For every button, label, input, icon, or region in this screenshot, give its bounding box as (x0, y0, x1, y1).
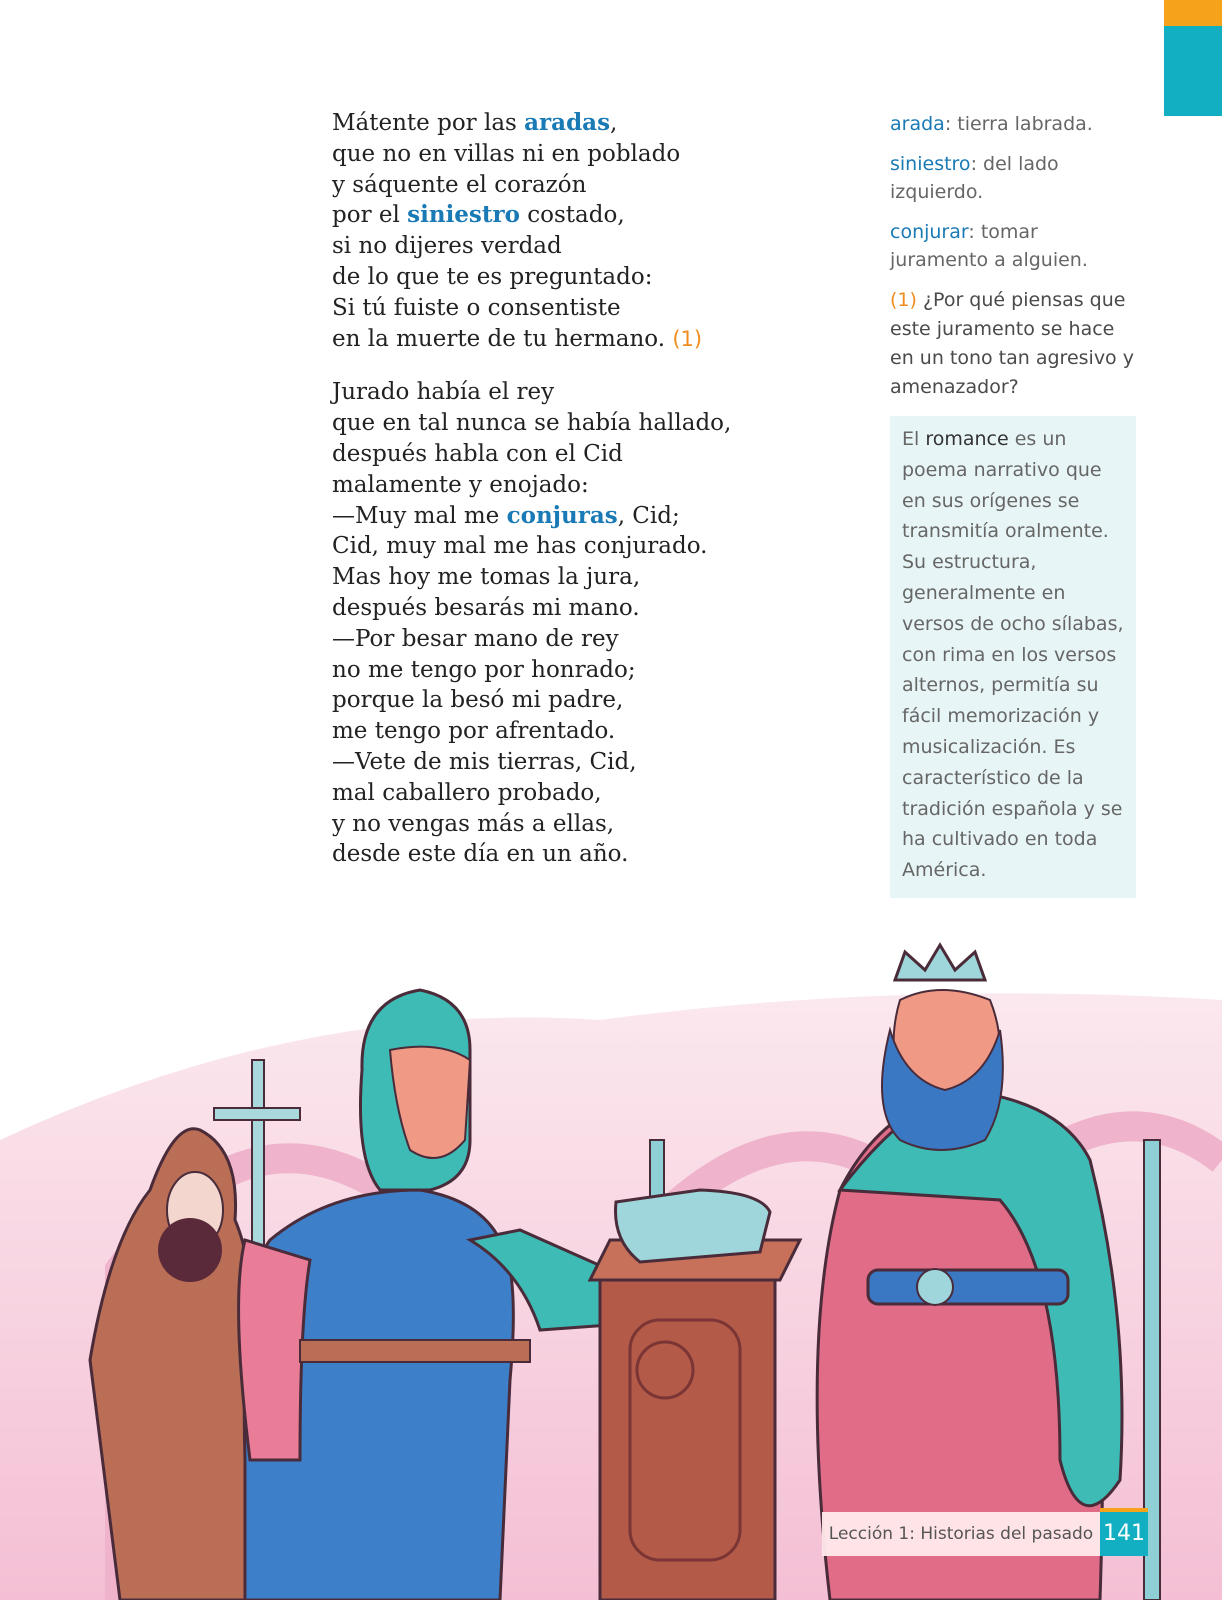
poem-line: en la muerte de tu hermano. (1) (332, 325, 703, 352)
poem-line: porque la besó mi padre, (332, 687, 624, 714)
poem-line: desde este día en un año. (332, 841, 629, 868)
glossary-entry-conjurar (890, 218, 1136, 274)
lesson-label: Lección 1: Historias del pasado (822, 1512, 1100, 1556)
book-icon (616, 1190, 771, 1262)
poem (332, 108, 852, 893)
illustration-oath-scene (0, 940, 1222, 1600)
poem-line: —Por besar mano de rey (332, 625, 619, 652)
glossed-word-aradas[interactable]: aradas (524, 109, 611, 136)
glossary-definition: : del lado izquierdo. (890, 153, 1059, 203)
poem-line: no me tengo por honrado; (332, 656, 636, 683)
info-box-romance: El romance es un poema narrativo que en sus orígenes se transmitía oralmente. Su estructura, generalmente en versos de ocho sílabas, con rima en los versos alternos, permitía su fácil memorización y musicalización. Es característico de la tradición española y se ha cultivado en toda América. (890, 416, 1136, 898)
glossed-word-conjuras[interactable]: conjuras (506, 501, 618, 529)
poem-line: me tengo por afrentado. (332, 718, 616, 745)
poem-stanza-1 (332, 108, 852, 354)
poem-line: y sáquente el corazón (332, 171, 587, 198)
info-text: es un poema narrativo que en sus orígenes se transmitía oralmente. Su estructura, generalmente en versos de ocho sílabas, con rima en los versos alternos, permitía su fácil memorización y musicalización. Es característico de la tradición española y se ha cultivado en toda América. (902, 428, 1124, 882)
glossed-word-siniestro[interactable]: siniestro (407, 201, 520, 229)
poem-line: después habla con el Cid (332, 440, 623, 467)
page-number: 141 (1100, 1512, 1148, 1556)
poem-line: Cid, muy mal me has conjurado. (332, 533, 708, 560)
reading-question (890, 286, 1136, 402)
poem-line: que en tal nunca se había hallado, (332, 410, 732, 437)
glossary-entry-siniestro (890, 150, 1136, 206)
page-footer (822, 1512, 1166, 1556)
glossary-term: arada (890, 113, 945, 135)
poem-line: malamente y enojado: (332, 471, 589, 498)
poem-line: Mas hoy me tomas la jura, (332, 564, 641, 591)
poem-line: y no vengas más a ellas, (332, 810, 615, 837)
poem-line: mal caballero probado, (332, 779, 602, 806)
poem-line: si no dijeres verdad (332, 233, 562, 260)
section-tab (1164, 0, 1222, 116)
info-keyword: romance (925, 428, 1009, 450)
question-text: ¿Por qué piensas que este juramento se hace en un tono tan agresivo y amenazador? (890, 289, 1134, 398)
section-tab-teal-band (1164, 26, 1222, 116)
poem-line: que no en villas ni en poblado (332, 140, 681, 167)
poem-stanza-2 (332, 377, 852, 870)
note-marker-1[interactable]: (1) (672, 326, 703, 351)
poem-line: —Muy mal me conjuras, Cid; (332, 501, 680, 529)
poem-line: de lo que te es preguntado: (332, 263, 653, 290)
poem-line: por el siniestro costado, (332, 201, 625, 229)
glossary-entry-arada (890, 110, 1136, 138)
question-number: (1) (890, 289, 917, 311)
lectern (590, 1240, 800, 1600)
poem-line: Si tú fuiste o consentiste (332, 294, 621, 321)
glossary-term: conjurar (890, 221, 969, 243)
poem-line: después besarás mi mano. (332, 594, 640, 621)
margin-sidebar (890, 110, 1136, 898)
poem-line: Jurado había el rey (332, 379, 555, 406)
glossary-term: siniestro (890, 153, 971, 175)
poem-line: Mátente por las aradas, (332, 109, 618, 136)
glossary-definition: : tomar juramento a alguien. (890, 221, 1088, 271)
section-tab-orange-band (1164, 0, 1222, 26)
poem-line: —Vete de mis tierras, Cid, (332, 748, 637, 775)
glossary-definition: : tierra labrada. (944, 113, 1093, 135)
